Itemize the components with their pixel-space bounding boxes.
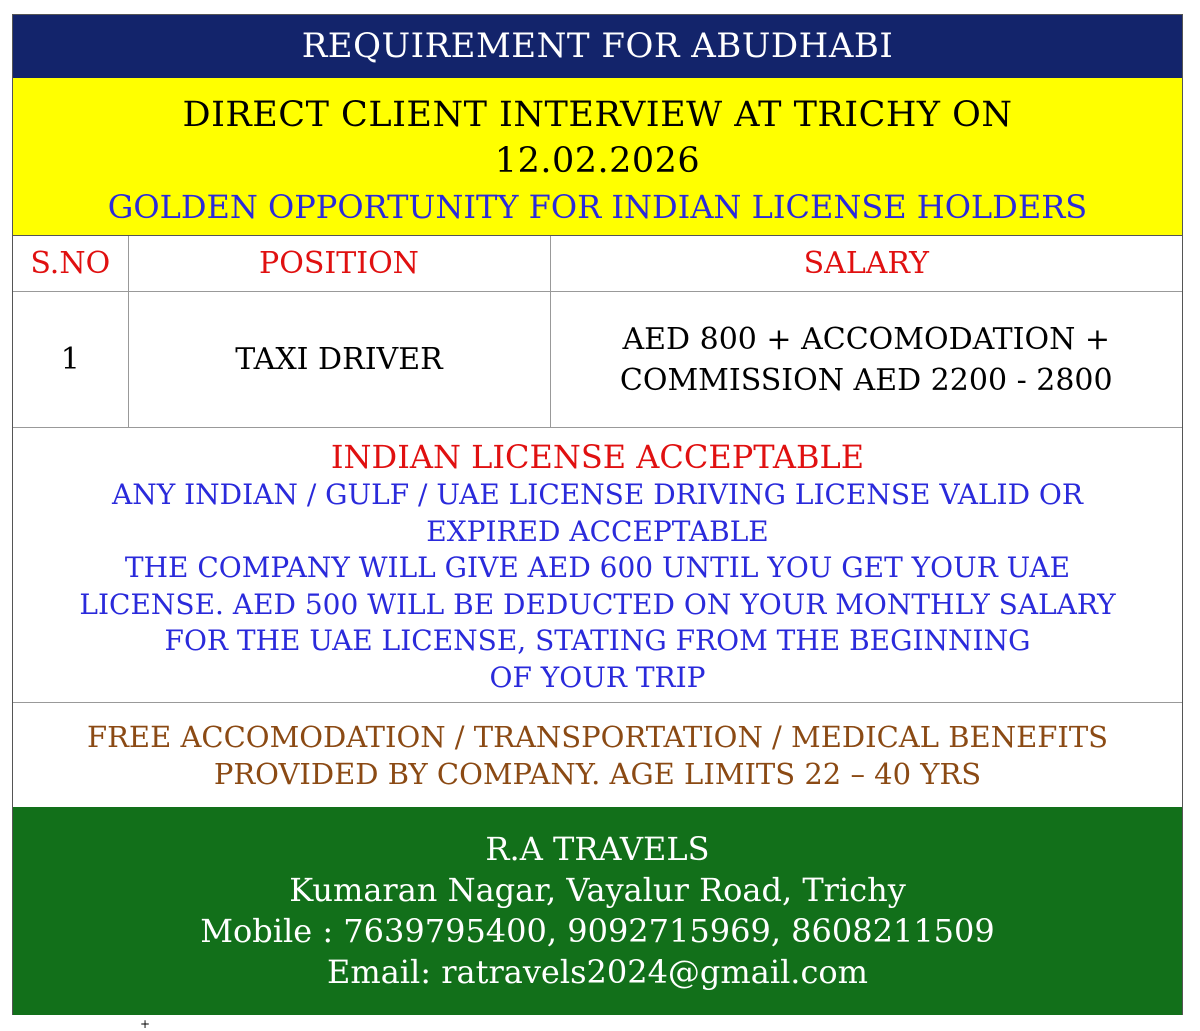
page-title: REQUIREMENT FOR ABUDHABI bbox=[301, 26, 894, 66]
license-section bbox=[13, 427, 1182, 703]
interview-headline-line1: DIRECT CLIENT INTERVIEW AT TRICHY ON bbox=[182, 95, 1013, 135]
column-header-sno: S.NO bbox=[13, 236, 128, 292]
license-title: INDIAN LICENSE ACCEPTABLE bbox=[330, 438, 865, 476]
benefits-line2: PROVIDED BY COMPANY. AGE LIMITS 22 – 40 YRS bbox=[213, 757, 982, 791]
cell-sno: 1 bbox=[13, 292, 128, 428]
column-header-position: POSITION bbox=[128, 236, 550, 292]
column-header-salary: SALARY bbox=[550, 236, 1182, 292]
interview-date: 12.02.2026 bbox=[494, 141, 701, 181]
license-line: ANY INDIAN / GULF / UAE LICENSE DRIVING LICENSE VALID OR bbox=[112, 478, 1083, 511]
positions-table bbox=[13, 236, 1182, 428]
interview-banner bbox=[13, 78, 1182, 236]
cell-salary bbox=[550, 292, 1182, 428]
cell-position: TAXI DRIVER bbox=[128, 292, 550, 428]
company-name: R.A TRAVELS bbox=[485, 830, 710, 868]
license-line: LICENSE. AED 500 WILL BE DEDUCTED ON YOUR MONTHLY SALARY bbox=[79, 587, 1116, 621]
mobile-numbers: Mobile : 7639795400, 9092715969, 8608211509 bbox=[200, 912, 995, 950]
license-line: OF YOUR TRIP bbox=[489, 660, 706, 694]
license-line: EXPIRED ACCEPTABLE bbox=[426, 514, 769, 548]
opportunity-subline: GOLDEN OPPORTUNITY FOR INDIAN LICENSE HOLDERS bbox=[107, 188, 1088, 226]
license-line: FOR THE UAE LICENSE, STATING FROM THE BEGINNING bbox=[164, 624, 1031, 657]
license-line: THE COMPANY WILL GIVE AED 600 UNTIL YOU GET YOUR UAE bbox=[124, 551, 1071, 584]
stray-plus-mark: + bbox=[140, 1017, 151, 1031]
table-header-row bbox=[13, 236, 1182, 292]
email-address: Email: ratravels2024@gmail.com bbox=[327, 953, 868, 991]
contact-section bbox=[13, 807, 1182, 1015]
title-banner bbox=[13, 15, 1182, 78]
company-address: Kumaran Nagar, Vayalur Road, Trichy bbox=[289, 871, 906, 909]
benefits-section bbox=[13, 703, 1182, 807]
interview-headline bbox=[13, 78, 1182, 184]
job-advertisement bbox=[12, 14, 1183, 1015]
benefits-line1: FREE ACCOMODATION / TRANSPORTATION / MEDICAL BENEFITS bbox=[86, 720, 1109, 754]
salary-line1: AED 800 + ACCOMODATION + bbox=[622, 321, 1111, 357]
salary-line2: COMMISSION AED 2200 - 2800 bbox=[619, 362, 1113, 398]
license-details bbox=[13, 477, 1182, 696]
table-row bbox=[13, 292, 1182, 428]
